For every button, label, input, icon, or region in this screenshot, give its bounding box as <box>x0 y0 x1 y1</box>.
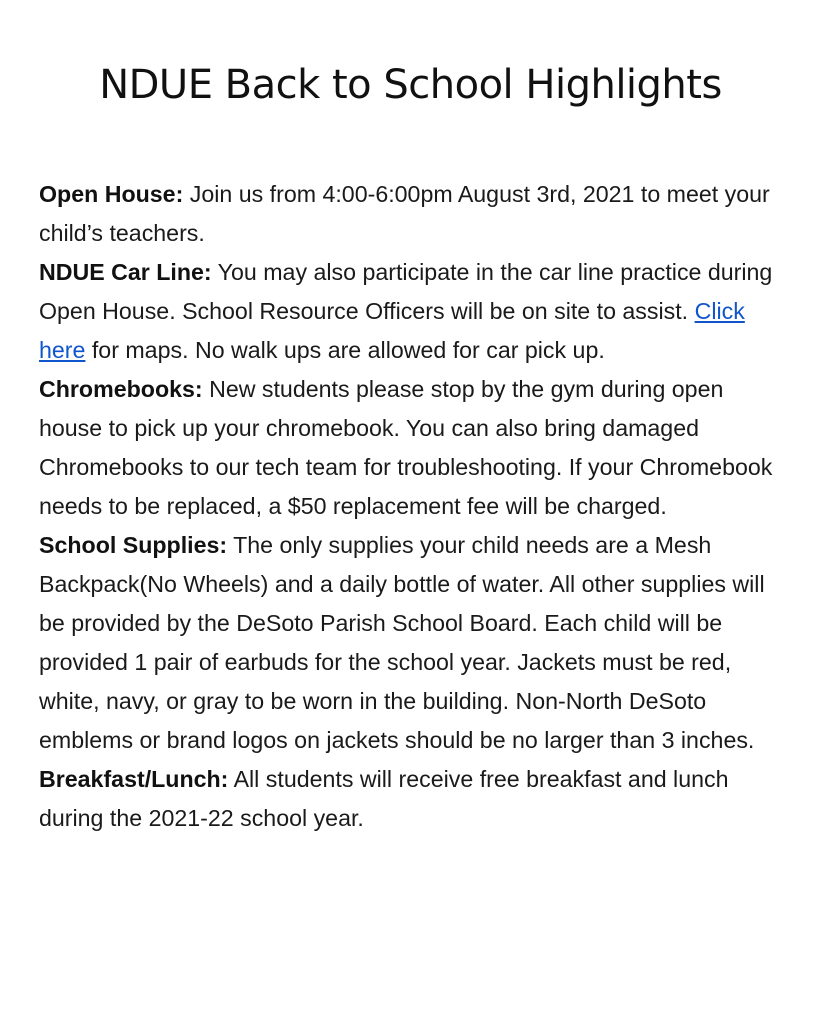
document-body <box>39 175 789 838</box>
car-line-text-after-link: for maps. No walk ups are allowed for car pick up. <box>85 337 605 363</box>
breakfast-lunch-paragraph <box>39 760 789 838</box>
breakfast-lunch-label: Breakfast/Lunch: <box>39 766 229 792</box>
breakfast-lunch-text: All students will receive free breakfast and lunch during the 2021-22 school year. <box>39 766 729 831</box>
open-house-paragraph <box>39 175 789 253</box>
chromebooks-text: New students please stop by the gym during open house to pick up your chromebook. You can also bring damaged Chromebooks to our tech team for troubleshooting. If your Chromebook needs to be replaced, a $50 replacement fee will be charged. <box>39 376 773 519</box>
school-supplies-paragraph <box>39 526 789 760</box>
car-line-paragraph <box>39 253 789 370</box>
car-line-label: NDUE Car Line: <box>39 259 212 285</box>
school-supplies-text: The only supplies your child needs are a Mesh Backpack(No Wheels) and a daily bottle of water. All other supplies will be provided by the DeSoto Parish School Board. Each child will be provided 1 pair of earbuds for the school year. Jackets must be red, white, navy, or gray to be worn in the building. Non-North DeSoto emblems or brand logos on jackets should be no larger than 3 inches. <box>39 532 765 753</box>
open-house-label: Open House: <box>39 181 184 207</box>
open-house-text: Join us from 4:00-6:00pm August 3rd, 2021 to meet your child’s teachers. <box>39 181 770 246</box>
maps-link[interactable]: Click here <box>39 298 745 363</box>
school-supplies-label: School Supplies: <box>39 532 228 558</box>
page-title: NDUE Back to School Highlights <box>99 62 722 108</box>
car-line-text-before-link: You may also participate in the car line practice during Open House. School Resource Officers will be on site to assist. <box>39 259 773 324</box>
chromebooks-paragraph <box>39 370 789 526</box>
chromebooks-label: Chromebooks: <box>39 376 203 402</box>
